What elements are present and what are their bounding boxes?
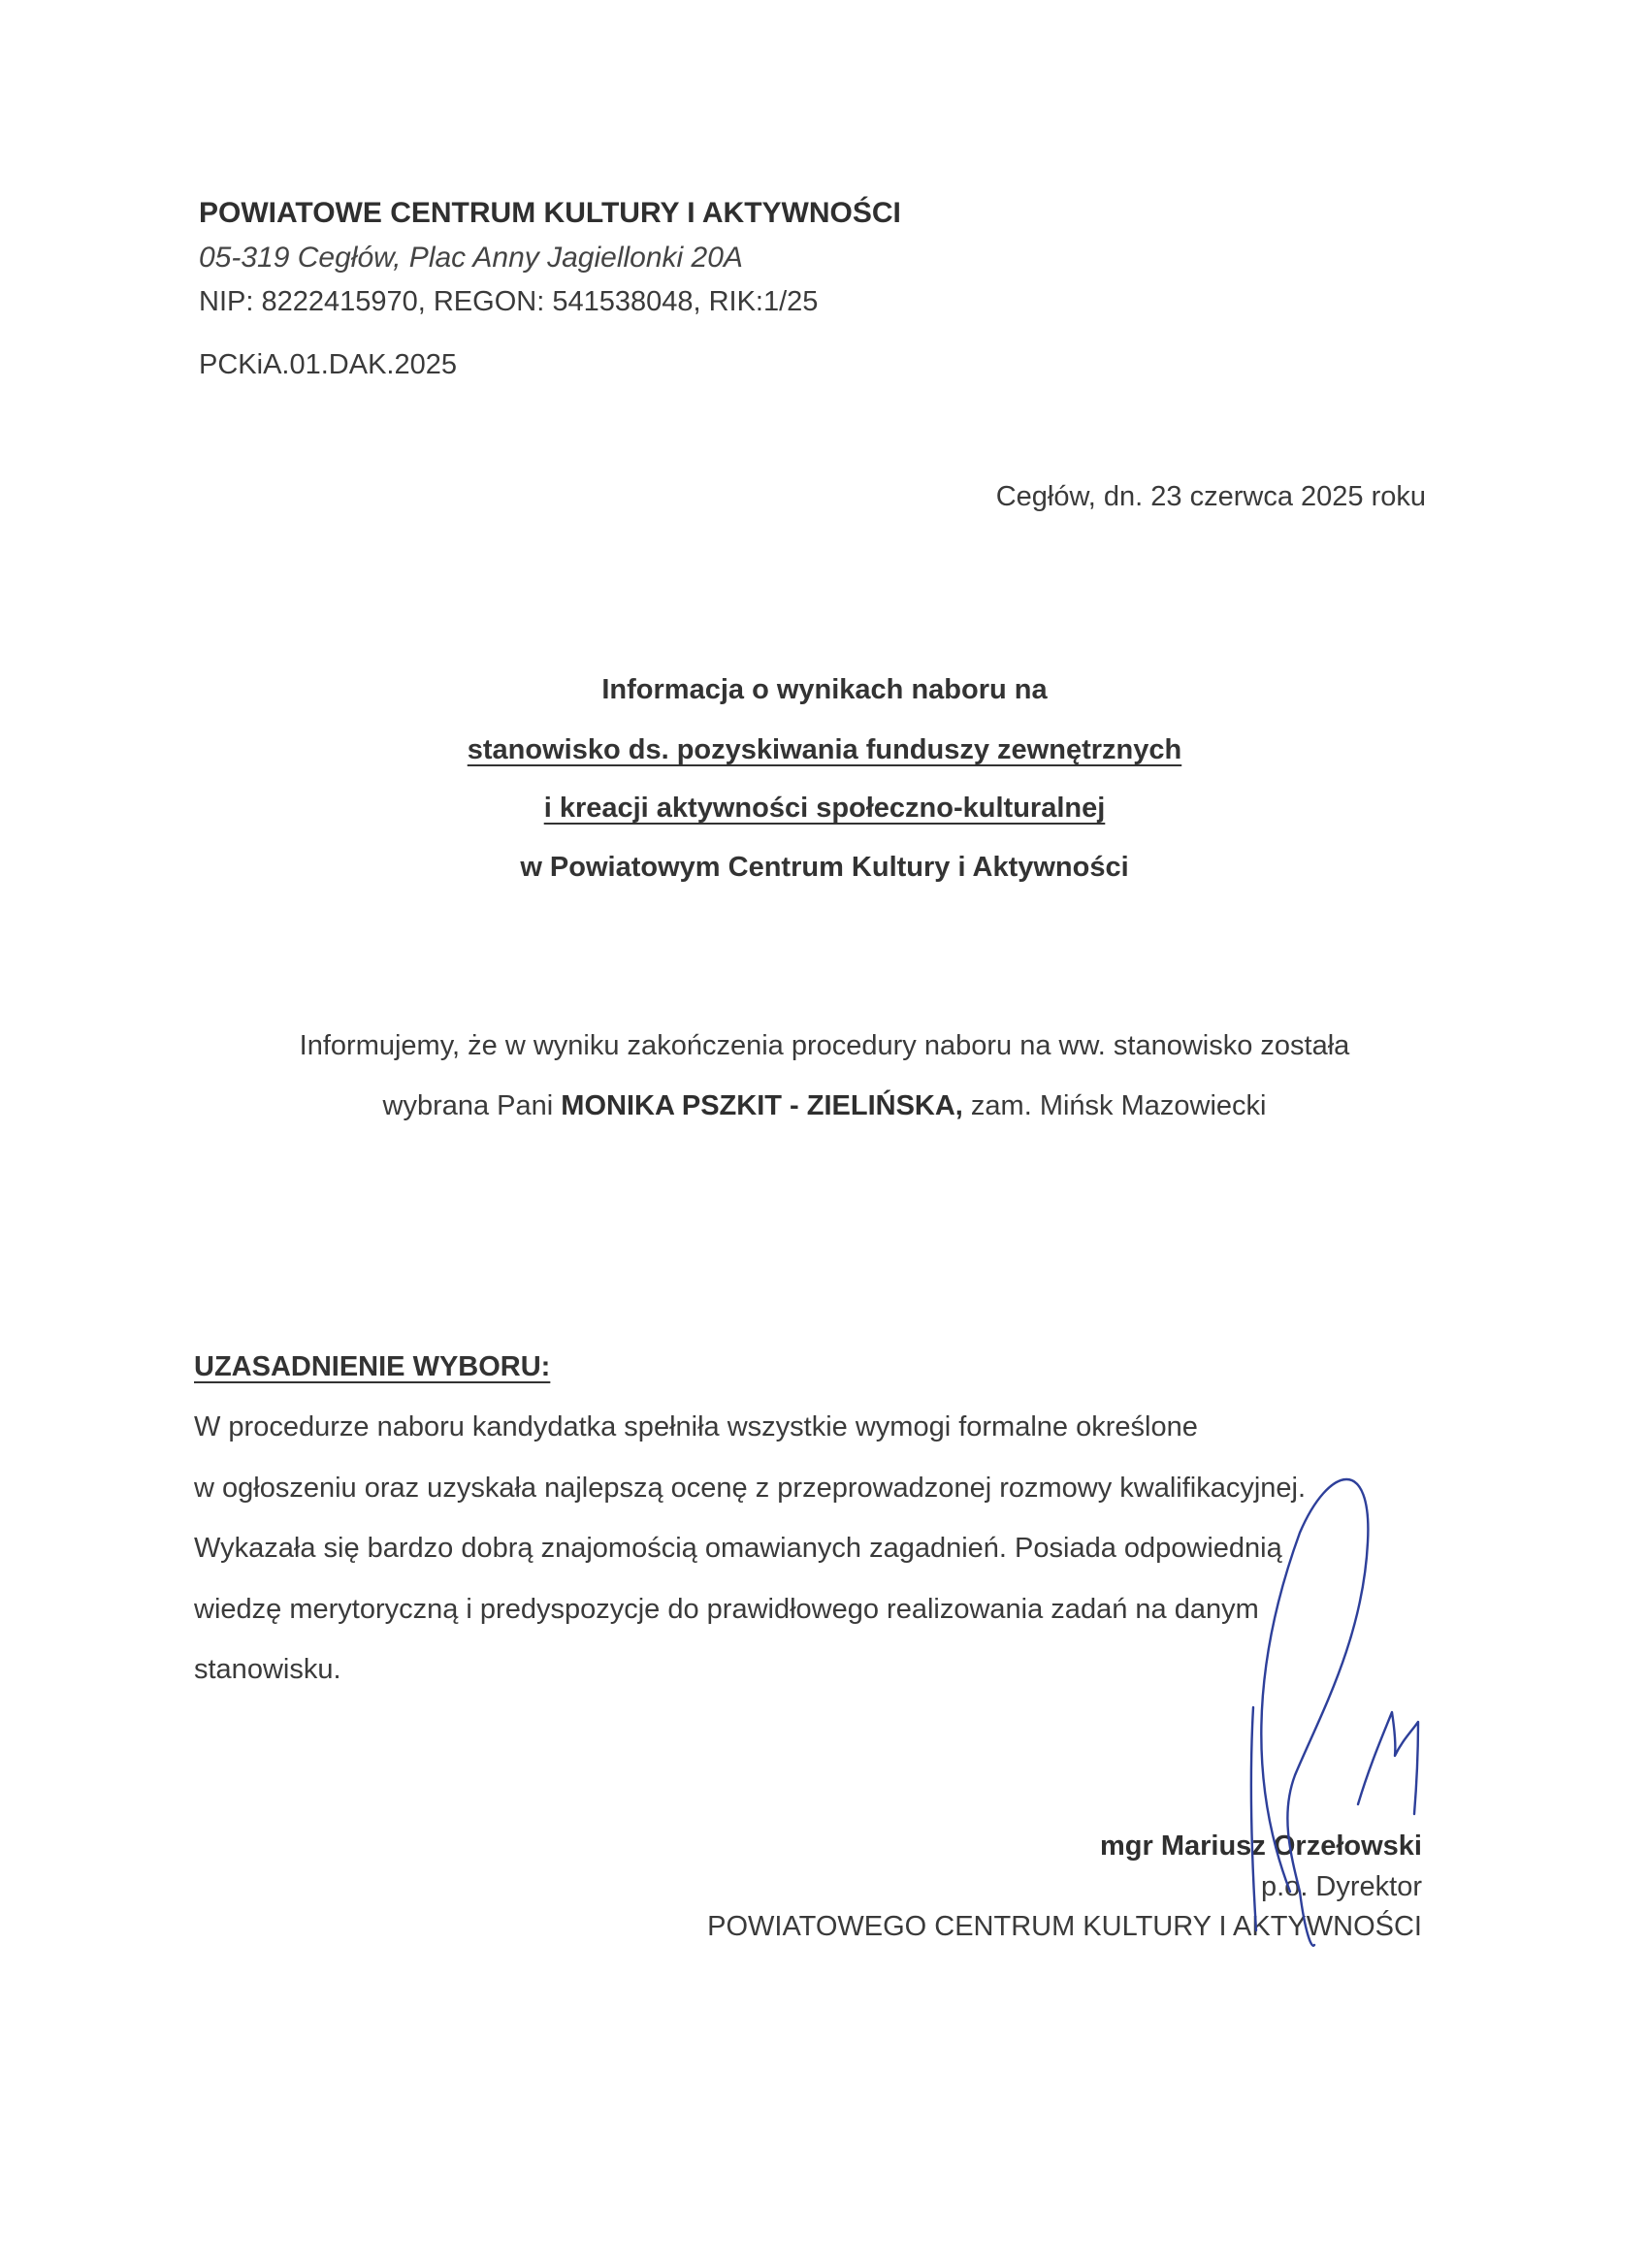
header-identifiers: NIP: 8222415970, REGON: 541538048, RIK:1/25	[199, 286, 819, 317]
justification-line: wiedzę merytoryczną i predyspozycje do prawidłowego realizowania zadań na danym	[194, 1594, 1259, 1625]
signatory-role: p.o. Dyrektor	[1261, 1871, 1422, 1902]
title-line-2: stanowisko ds. pozyskiwania funduszy zewnętrznych	[467, 734, 1182, 765]
title-line-1: Informacja o wynikach naboru na	[601, 674, 1048, 705]
title-line-4: w Powiatowym Centrum Kultury i Aktywności	[520, 852, 1129, 883]
information-prefix: wybrana Pani	[382, 1090, 562, 1121]
document-date: Cegłów, dn. 23 czerwca 2025 roku	[995, 481, 1426, 512]
justification-heading: UZASADNIENIE WYBORU:	[194, 1351, 551, 1382]
information-line-2	[0, 1090, 1649, 1122]
handwritten-signature	[1203, 1348, 1455, 1969]
justification-line: Wykazała się bardzo dobrą znajomością omawianych zagadnień. Posiada odpowiednią	[194, 1533, 1282, 1564]
title-line-3: i kreacji aktywności społeczno-kulturalnej	[543, 793, 1106, 824]
information-suffix: zam. Mińsk Mazowiecki	[962, 1090, 1267, 1121]
reference-number: PCKiA.01.DAK.2025	[199, 349, 457, 380]
justification-line: w ogłoszeniu oraz uzyskała najlepszą ocenę z przeprowadzonej rozmowy kwalifikacyjnej.	[194, 1473, 1307, 1504]
candidate-name: MONIKA PSZKIT - ZIELIŃSKA,	[561, 1090, 963, 1121]
justification-line: stanowisku.	[194, 1654, 341, 1685]
signatory-name: mgr Mariusz Orzełowski	[1100, 1831, 1422, 1862]
header-address: 05-319 Cegłów, Plac Anny Jagiellonki 20A	[199, 242, 743, 274]
justification-line: W procedurze naboru kandydatka spełniła wszystkie wymogi formalne określone	[194, 1411, 1198, 1442]
signatory-organization: POWIATOWEGO CENTRUM KULTURY I AKTYWNOŚCI	[707, 1911, 1422, 1942]
header-organization: POWIATOWE CENTRUM KULTURY I AKTYWNOŚCI	[199, 197, 901, 229]
information-line-1: Informujemy, że w wyniku zakończenia procedury naboru na ww. stanowisko została	[299, 1030, 1350, 1061]
